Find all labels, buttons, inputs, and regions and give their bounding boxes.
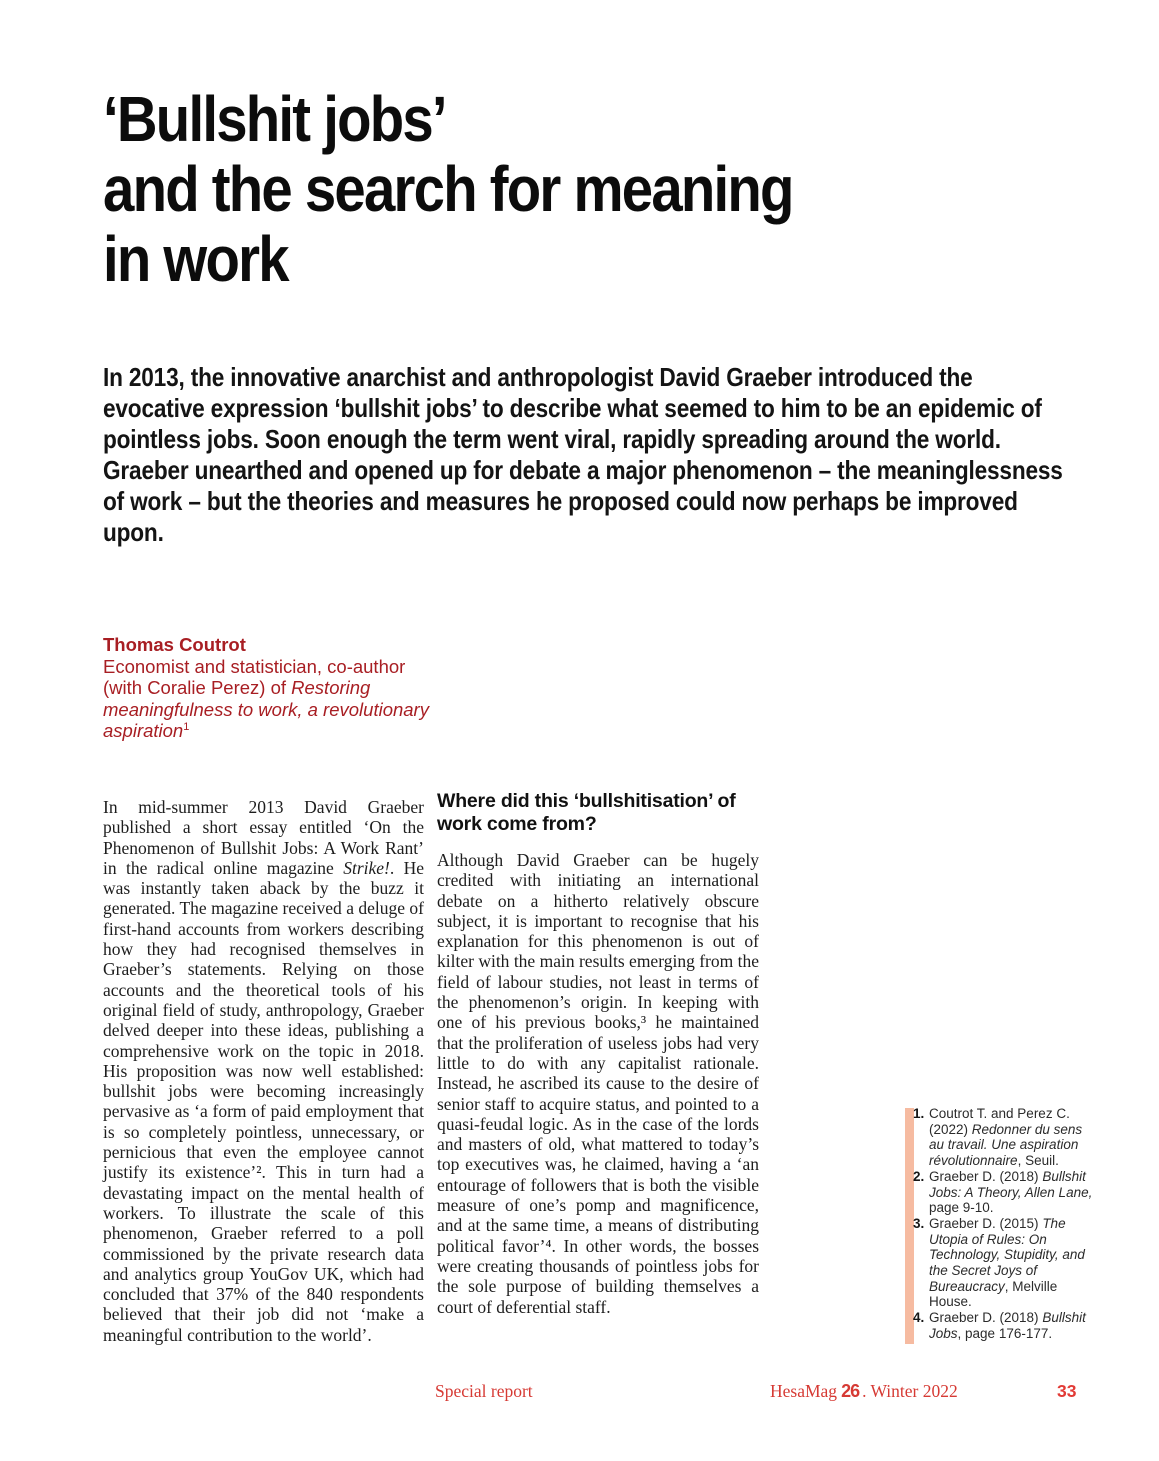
author-bio xyxy=(103,656,438,742)
footnote-citation: Graeber D. (2018) xyxy=(929,1168,1043,1184)
page-footer xyxy=(0,1381,1159,1411)
footnote-list xyxy=(905,1106,1100,1342)
footnote-citation: page 9-10. xyxy=(929,1200,994,1216)
footnote-number: 3. xyxy=(913,1215,925,1231)
author-block xyxy=(103,634,438,742)
paragraph-col1 xyxy=(103,797,424,1345)
footnote-text xyxy=(929,1169,1100,1216)
footer-magazine-info xyxy=(770,1381,958,1402)
footnote-item xyxy=(913,1169,1100,1216)
section-heading: Where did this ‘bullshitisation’ of work come from? xyxy=(437,790,736,835)
body-column-2 xyxy=(437,790,759,1317)
issue-number: 26 xyxy=(841,1381,860,1401)
page-number: 33 xyxy=(1057,1381,1077,1401)
footnotes-sidebar xyxy=(905,1106,1100,1342)
author-name: Thomas Coutrot xyxy=(103,634,246,655)
author-book-title: Restoring meaningfulness to work, a revolutionary aspiration xyxy=(103,677,429,741)
footnote-book-title: Redonner du sens au travail. Une aspiration révolutionnaire xyxy=(929,1121,1083,1169)
footnote-citation: , page 176-177. xyxy=(957,1325,1053,1341)
footnote-text xyxy=(929,1310,1100,1341)
footnote-citation: Coutrot T. and Perez C. (2022) xyxy=(929,1106,1070,1137)
footnote-ref-1: 1 xyxy=(183,720,190,733)
footer-section-label: Special report xyxy=(435,1381,533,1401)
footnote-item xyxy=(913,1106,1100,1169)
footnote-text xyxy=(929,1106,1100,1169)
title-line-3: in work xyxy=(103,223,288,295)
footnote-book-title: Bullshit Jobs: A Theory, Allen Lane, xyxy=(929,1168,1093,1200)
footnote-citation: , Melville House. xyxy=(929,1278,1058,1310)
magazine-name: HesaMag xyxy=(770,1381,838,1401)
author-bio-text: Economist and statistician, co-author (with Coralie Perez) of xyxy=(103,655,406,698)
body-column-1 xyxy=(103,797,424,1345)
footer-separator: . xyxy=(862,1381,867,1401)
footnote-book-title: Bullshit Jobs xyxy=(929,1310,1086,1341)
footnote-number: 4. xyxy=(913,1310,925,1326)
standfirst: In 2013, the innovative anarchist and anthropologist David Graeber introduced the evocative expression ‘bullshit jobs’ to describe what seemed to him to be an epidemic of pointless jobs. Soon enough the term went viral, rapidly spreading around the world. Graeber unearthed and opened up for debate a major phenomenon – the meaninglessness of work – but the theories and measures he proposed could now perhaps be improved upon. xyxy=(103,362,1063,547)
footnote-item xyxy=(913,1310,1100,1341)
footnote-book-title: The Utopia of Rules: On Technology, Stupidity, and the Secret Joys of Bureaucracy xyxy=(929,1215,1085,1294)
footnote-item xyxy=(913,1216,1100,1310)
magazine-title-italic: Strike! xyxy=(343,857,390,878)
footnote-number: 2. xyxy=(913,1168,925,1184)
paragraph-text: . He was instantly taken aback by the buzz it generated. The magazine received a deluge of first-hand accounts from workers describing how they had recognised themselves in Graeber’s statements. Relying on those accounts and the theoretical tools of his original field of study, anthropology, Graeber delved deeper into these ideas, publishing a comprehensive work on the topic in 2018. His proposition was now well established: bullshit jobs were becoming increasingly pervasive as ‘a form of paid employment that is so completely pointless, unnecessary, or pernicious that even the employee cannot justify its existence’². This in turn had a devastating impact on the mental health of workers. To illustrate the scale of this phenomenon, Graeber referred to a poll commissioned by the private research data and analytics group YouGov UK, which had concluded that 37% of the 840 respondents believed that their job did not ‘make a meaningful contribution to the world’. xyxy=(103,857,425,1345)
paragraph-col2: Although David Graeber can be hugely credited with initiating an international debate on a hitherto relatively obscure subject, it is important to recognise that his explanation for this phenomenon is out of kilter with the main results emerging from the field of labour studies, not least in terms of the phenomenon’s origin. In keeping with one of his previous books,³ he maintained that the proliferation of useless jobs had very little to do with any capitalist rationale. Instead, he ascribed its cause to the desire of senior staff to acquire status, and pointed to a quasi-feudal logic. As in the case of the lords and masters of old, what mattered to today’s top executives was, he claimed, having a ‘an entourage of followers that is both the visible measure of one’s pomp and magnificence, and at the same time, a means of distributing political favor’⁴. In other words, the bosses were creating thousands of pointless jobs for the sole purpose of building themselves a court of deferential staff. xyxy=(437,850,759,1317)
title-line-2: and the search for meaning xyxy=(103,153,793,225)
article-title xyxy=(103,84,1071,294)
issue-season: Winter 2022 xyxy=(870,1381,958,1401)
title-line-1: ‘Bullshit jobs’ xyxy=(103,83,446,155)
footnote-citation: Graeber D. (2018) xyxy=(929,1310,1043,1326)
footnote-citation: Graeber D. (2015) xyxy=(929,1215,1043,1231)
footnote-citation: , Seuil. xyxy=(1017,1153,1059,1169)
footnote-text xyxy=(929,1216,1100,1310)
footnote-number: 1. xyxy=(913,1106,925,1121)
paragraph-text: In mid-summer 2013 David Graeber published a short essay entitled ‘On the Phenomenon of Bullshit Jobs: A Work Rant’ in the radical online magazine xyxy=(103,797,424,878)
